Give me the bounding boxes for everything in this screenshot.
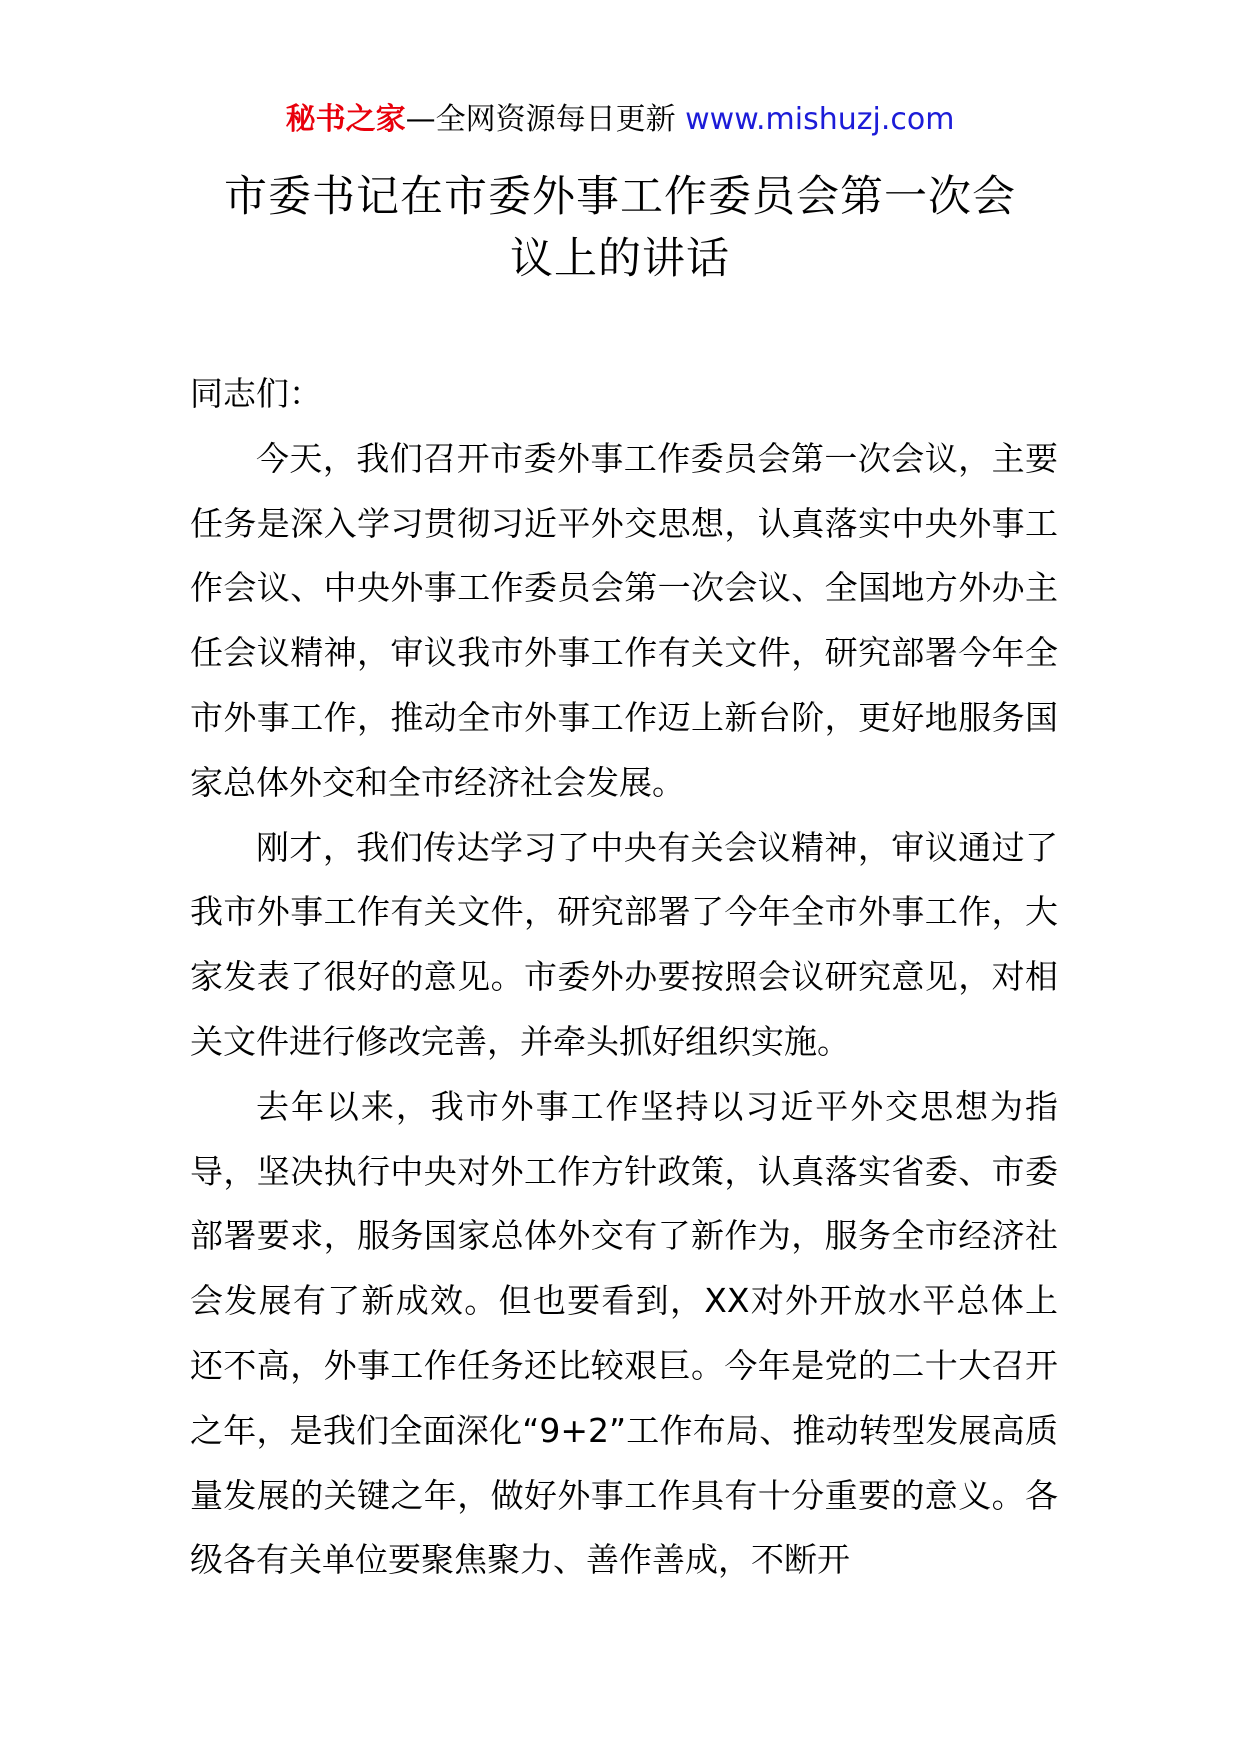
header-tagline: —全网资源每日更新 — [405, 102, 676, 137]
paragraph: 今天，我们召开市委外事工作委员会第一次会议，主要任务是深入学习贯彻习近平外交思想，认真落实中央外事工作会议、中央外事工作委员会第一次会议、全国地方外办主任会议精神，审议我市外事工作有关文件，研究部署今年全市外事工作，推动全市外事工作迈上新台阶，更好地服务国家总体外交和全市经济社会发展。 — [190, 438, 1058, 802]
salutation: 同志们： — [190, 374, 322, 413]
site-url-link[interactable]: www.mishuzj.com — [685, 102, 955, 137]
paragraph: 刚才，我们传达学习了中央有关会议精神，审议通过了我市外事工作有关文件，研究部署了今年全市外事工作，大家发表了很好的意见。市委外办要按照会议研究意见，对相关文件进行修改完善，并牵头抓好组织实施。 — [190, 827, 1058, 1061]
title-line-1: 市委书记在市委外事工作委员会第一次会 — [224, 172, 1016, 222]
site-header — [0, 100, 1240, 140]
brand-name: 秘书之家 — [285, 102, 406, 137]
title-line-2: 议上的讲话 — [510, 234, 730, 284]
document-title — [190, 166, 1050, 290]
paragraph: 去年以来，我市外事工作坚持以习近平外交思想为指导，坚决执行中央对外工作方针政策，认真落实省委、市委部署要求，服务国家总体外交有了新作为，服务全市经济社会发展有了新成效。但也要看到，XX对外开放水平总体上还不高，外事工作任务还比较艰巨。今年是党的二十大召开之年，是我们全面深化“9+2”工作布局、推动转型发展高质量发展的关键之年，做好外事工作具有十分重要的意义。各级各有关单位要聚焦聚力、善作善成，不断开 — [190, 1086, 1058, 1580]
document-body — [190, 362, 1058, 1593]
